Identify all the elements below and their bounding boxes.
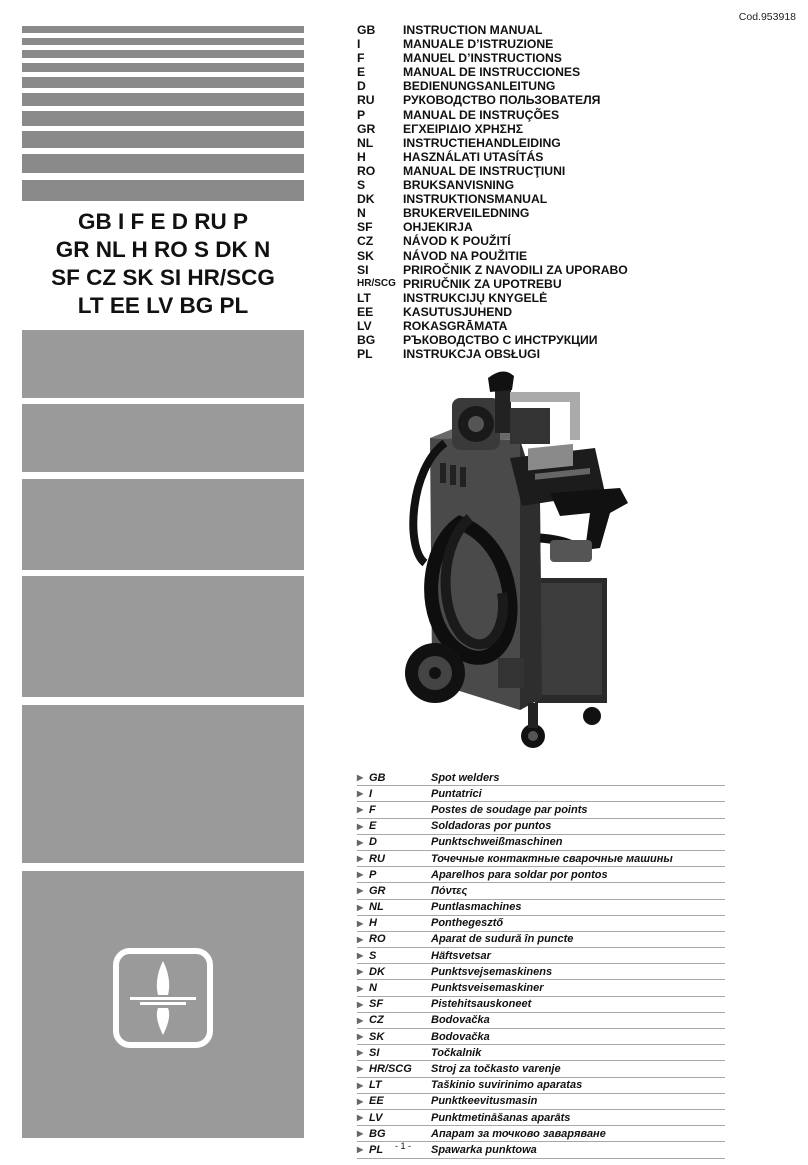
language-code: N [357,206,366,221]
manual-title: INSTRUCTION MANUAL [403,23,543,37]
language-code: LT [357,290,371,305]
manual-title: MANUAL DE INSTRUÇÕES [403,107,560,122]
language-code: D [357,79,366,94]
triangle-bullet-icon: ▶ [357,1015,364,1025]
header-stripe [22,131,304,148]
language-code: DK [369,965,385,978]
product-name: Πόντες [431,884,468,897]
triangle-bullet-icon: ▶ [357,789,364,799]
language-code: EE [357,304,374,319]
language-code: F [369,803,376,816]
product-name: Točkalnik [431,1046,482,1059]
language-codes-line: LT EE LV BG PL [77,293,249,318]
title-row [357,347,628,361]
language-code: GR [369,884,386,897]
product-name: Punktsveisemaskiner [431,982,544,995]
manual-title: MANUEL D’INSTRUCTIONS [403,51,562,66]
triangle-bullet-icon: ▶ [357,1032,364,1042]
language-code: SI [369,1046,380,1059]
manual-title: INSTRUKCJA OBSŁUGI [403,347,541,362]
triangle-bullet-icon: ▶ [357,999,364,1009]
triangle-bullet-icon: ▶ [357,837,364,847]
triangle-bullet-icon: ▶ [357,886,364,896]
product-name: Spawarka punktowa [431,1143,537,1156]
manual-title-list [357,23,628,361]
title-row [357,150,628,164]
product-name: Ponthegesztő [431,917,504,930]
product-row [357,1045,725,1061]
manual-title: HASZNÁLATI UTASÍTÁS [403,149,544,164]
language-code: PL [369,1143,384,1156]
title-row [357,277,628,291]
gray-panel [22,479,304,570]
manual-title: INSTRUCTIEHANDLEIDING [403,135,561,150]
title-row [357,79,628,93]
language-code: E [357,65,366,80]
triangle-bullet-icon: ▶ [357,773,364,783]
product-row [357,770,725,786]
product-row [357,786,725,802]
language-code: BG [369,1127,386,1140]
manual-title: INSTRUKCIJŲ KNYGELĖ [403,290,548,305]
language-codes-line: GR NL H RO S DK N [55,237,271,262]
product-name: Aparat de sudură în puncte [431,933,574,946]
product-row [357,883,725,899]
language-code: GR [357,121,376,136]
spot-welding-symbol-icon [112,947,214,1054]
header-stripe [22,111,304,126]
title-row [357,234,628,248]
title-row [357,291,628,305]
language-code: GB [357,23,376,37]
title-row [357,51,628,65]
product-name: Puntatrici [431,787,482,800]
product-name: Точечные контактные сварочные машины [431,852,673,865]
header-stripe [22,77,304,88]
title-row [357,122,628,136]
triangle-bullet-icon: ▶ [357,1113,364,1123]
language-code: HR/SCG [357,277,396,289]
gray-panel [22,330,304,398]
product-row [357,867,725,883]
language-code: H [369,917,377,930]
language-code: GB [369,771,386,784]
manual-title: OHJEKIRJA [403,220,473,235]
language-code: BG [357,333,376,348]
product-name: Punktschweißmaschinen [431,836,563,849]
product-row [357,835,725,851]
header-stripe [22,154,304,173]
triangle-bullet-icon: ▶ [357,918,364,928]
triangle-bullet-icon: ▶ [357,805,364,815]
language-code: PL [357,347,373,362]
language-code: D [369,836,377,849]
manual-title: NÁVOD NA POUŽITIE [403,248,528,263]
title-row [357,164,628,178]
language-code: S [369,949,377,962]
product-name: Апарат за точково заваряване [431,1127,606,1140]
triangle-bullet-icon: ▶ [357,934,364,944]
manual-title: INSTRUKTIONSMANUAL [403,192,548,207]
language-code: N [369,982,377,995]
manual-title: ROKASGRĀMATA [403,318,508,333]
product-row [357,1078,725,1094]
manual-title: BEDIENUNGSANLEITUNG [403,79,556,94]
title-row [357,249,628,263]
triangle-bullet-icon: ▶ [357,821,364,831]
triangle-bullet-icon: ▶ [357,1080,364,1090]
language-code: NL [369,901,384,914]
language-code: SF [357,220,373,235]
product-name: Postes de soudage par points [431,803,588,816]
product-name: Bodovačka [431,1030,490,1043]
language-code: S [357,178,366,193]
header-stripe [22,63,304,72]
triangle-bullet-icon: ▶ [357,870,364,880]
product-name: Pistehitsauskoneet [431,998,532,1011]
manual-title: PRIRUČNIK ZA UPOTREBU [403,276,562,291]
triangle-bullet-icon: ▶ [357,967,364,977]
title-row [357,333,628,347]
product-row [357,1110,725,1126]
product-name-list [357,770,725,1159]
product-row [357,916,725,932]
product-name: Taškinio suvirinimo aparatas [431,1079,583,1092]
language-code: LT [369,1079,382,1092]
language-code: SK [369,1030,385,1043]
product-row [357,932,725,948]
document-code: Cod.953918 [738,11,796,23]
product-row [357,1029,725,1045]
manual-title: РЪКОВОДСТВО С ИНСТРУКЦИИ [403,333,598,348]
title-row [357,93,628,107]
language-code: RU [357,93,375,108]
triangle-bullet-icon: ▶ [357,1096,364,1106]
product-name: Aparelhos para soldar por pontos [431,868,608,881]
language-code: E [369,820,377,833]
gray-panel [22,404,304,472]
title-row [357,263,628,277]
title-row [357,220,628,234]
gray-panel [22,705,304,863]
language-code: CZ [369,1014,384,1027]
product-name: Punktkeevitusmasin [431,1095,538,1108]
product-name: Bodovačka [431,1014,490,1027]
language-code: P [369,868,377,881]
title-row [357,206,628,220]
language-code: SF [369,998,384,1011]
language-code: P [357,107,366,122]
manual-title: PRIROČNIK Z NAVODILI ZA UPORABO [403,262,628,277]
product-name: Stroj za točkasto varenje [431,1062,561,1075]
product-row [357,964,725,980]
product-name: Soldadoras por puntos [431,820,552,833]
product-name: Punktsvejsemaskinens [431,965,553,978]
manual-title: MANUALE D’ISTRUZIONE [403,37,554,52]
gray-panel [22,576,304,697]
title-row [357,305,628,319]
manual-title: ΕΓΧΕΙΡΙΔΙΟ ΧΡΗΣΗΣ [403,121,524,136]
triangle-bullet-icon: ▶ [357,1129,364,1139]
header-stripe [22,180,304,201]
product-name: Spot welders [431,771,500,784]
product-row [357,1142,725,1158]
manual-title: BRUKSANVISNING [403,178,515,193]
product-row [357,1013,725,1029]
language-code: LV [357,318,372,333]
product-row [357,1126,725,1142]
title-row [357,319,628,333]
triangle-bullet-icon: ▶ [357,1048,364,1058]
triangle-bullet-icon: ▶ [357,854,364,864]
language-code: F [357,51,365,66]
language-code: I [369,787,373,800]
language-code: H [357,149,366,164]
header-stripe [22,50,304,58]
product-row [357,948,725,964]
language-code: LV [369,1111,383,1124]
product-row [357,1061,725,1077]
header-stripe [22,38,304,45]
manual-title: KASUTUSJUHEND [403,304,513,319]
product-row [357,900,725,916]
spot-welder-machine-image [400,368,640,761]
language-code: CZ [357,234,374,249]
language-code: EE [369,1095,384,1108]
triangle-bullet-icon: ▶ [357,983,364,993]
language-code: SI [357,262,369,277]
language-code: RO [369,933,386,946]
language-code: HR/SCG [369,1062,412,1075]
language-code: RU [369,852,385,865]
product-row [357,819,725,835]
language-code: DK [357,192,375,207]
manual-title: BRUKERVEILEDNING [403,206,530,221]
title-row [357,178,628,192]
manual-title: РУКОВОДСТВО ПОЛЬЗОВАТЕЛЯ [403,93,601,108]
manual-title: MANUAL DE INSTRUCCIONES [403,65,581,80]
title-row [357,192,628,206]
product-row [357,980,725,996]
product-row [357,997,725,1013]
header-stripe [22,93,304,106]
triangle-bullet-icon: ▶ [357,902,364,912]
triangle-bullet-icon: ▶ [357,951,364,961]
language-code: RO [357,163,376,178]
product-row [357,851,725,867]
language-code: SK [357,248,374,263]
product-name: Punktmetināšanas aparāts [431,1111,571,1124]
language-codes-line: SF CZ SK SI HR/SCG [51,265,275,290]
manual-title: MANUAL DE INSTRUCŢIUNI [403,163,566,178]
title-row [357,108,628,122]
product-name: Häftsvetsar [431,949,491,962]
header-stripe [22,26,304,33]
language-codes [22,208,304,320]
manual-title: NÁVOD K POUŽITÍ [403,234,511,249]
language-codes-line: GB I F E D RU P [77,209,248,234]
triangle-bullet-icon: ▶ [357,1145,364,1155]
language-code: NL [357,135,374,150]
product-row [357,802,725,818]
title-row [357,136,628,150]
product-row [357,1094,725,1110]
page-number: - 1 - [395,1141,412,1151]
title-row [357,37,628,51]
language-code: I [357,37,361,52]
title-row [357,23,628,37]
triangle-bullet-icon: ▶ [357,1064,364,1074]
product-name: Puntlasmachines [431,901,522,914]
title-row [357,65,628,79]
